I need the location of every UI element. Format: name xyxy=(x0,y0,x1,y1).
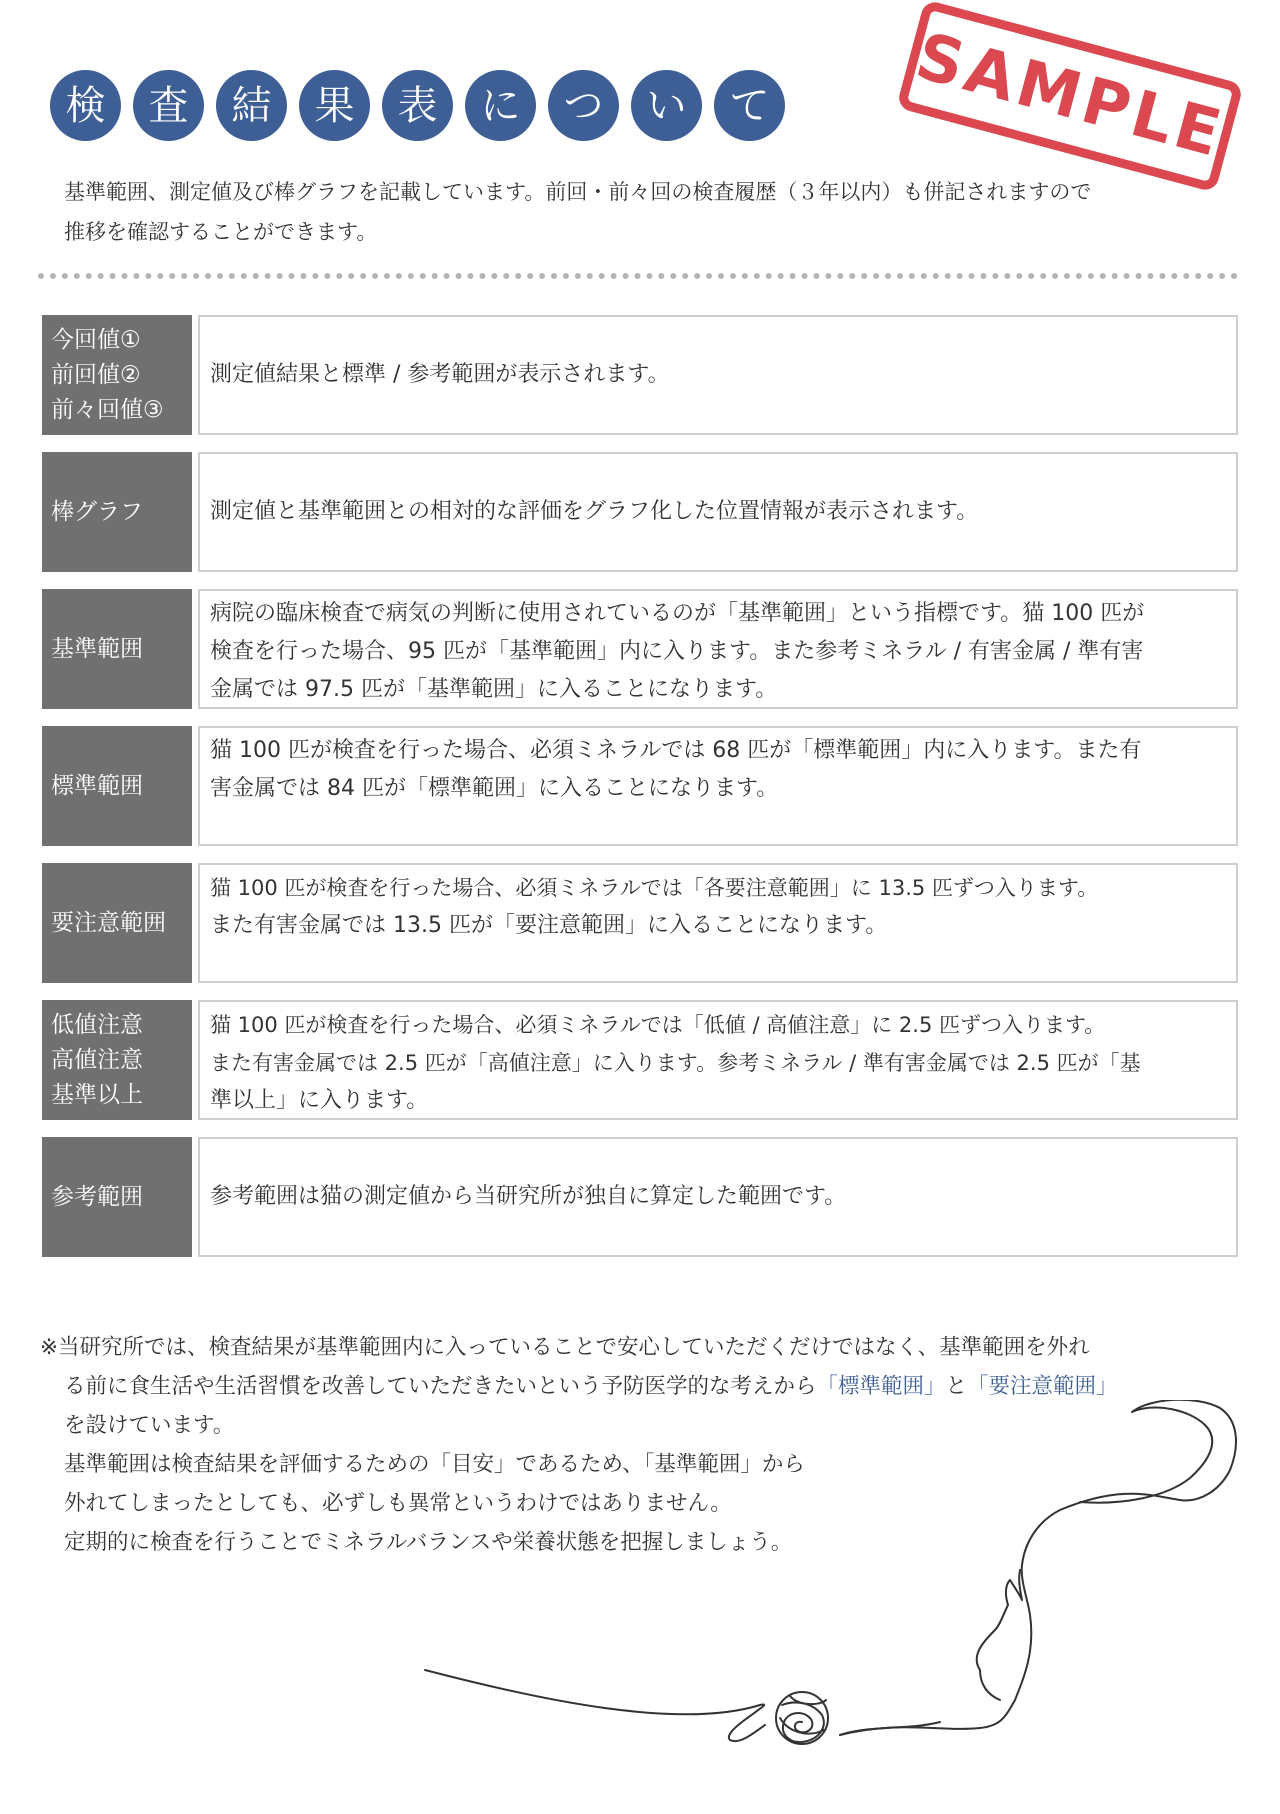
row-label-line: 基準以上 xyxy=(51,1081,143,1108)
intro-line: 基準範囲、測定値及び棒グラフを記載しています。前回・前々回の検査履歴（３年以内）も併記されますので xyxy=(64,180,1092,204)
intro-text xyxy=(64,172,1234,252)
yarn-ball xyxy=(776,1692,828,1744)
title-char: つ xyxy=(548,70,619,141)
row-text-line: 検査を行った場合、95 匹が「基準範囲」内に入ります。また参考ミネラル / 有害金属 / 準有害 xyxy=(210,639,1144,664)
row-description xyxy=(198,1000,1238,1120)
note-line: 定期的に検査を行うことでミネラルバランスや栄養状態を把握しましょう。 xyxy=(64,1530,793,1555)
title-char: い xyxy=(631,70,702,141)
title-char: 結 xyxy=(216,70,287,141)
row-text-line: 猫 100 匹が検査を行った場合、必須ミネラルでは「各要注意範囲」に 13.5 匹ずつ入ります。 xyxy=(210,876,1099,900)
note-line: 外れてしまったとしても、必ずしも異常というわけではありません。 xyxy=(64,1491,732,1516)
note-text: と xyxy=(945,1374,968,1399)
row-text-line: また有害金属では 2.5 匹が「高値注意」に入ります。参考ミネラル / 準有害金属では 2.5 匹が「基 xyxy=(210,1051,1141,1075)
note-line: 基準範囲は検査結果を評価するための「目安」であるため、「基準範囲」から xyxy=(64,1452,805,1477)
row-label xyxy=(42,1000,192,1120)
row-label-line: 前々回値③ xyxy=(51,396,164,423)
row-description xyxy=(198,863,1238,983)
row-label-line: 高値注意 xyxy=(51,1046,143,1073)
row-description xyxy=(198,452,1238,572)
legend-row-values xyxy=(42,315,1238,435)
note-highlight: 「要注意範囲」 xyxy=(967,1374,1118,1399)
row-label xyxy=(42,315,192,435)
row-text-line: 測定値結果と標準 / 参考範囲が表示されます。 xyxy=(210,362,670,387)
row-label-line: 前回値② xyxy=(51,361,141,388)
row-label xyxy=(42,1137,192,1257)
sample-stamp xyxy=(896,0,1244,193)
row-text-line: 準以上」に入ります。 xyxy=(210,1088,429,1113)
row-label xyxy=(42,726,192,846)
legend-row-caution-range xyxy=(42,863,1238,983)
legend-row-reference-value xyxy=(42,1137,1238,1257)
row-description xyxy=(198,1137,1238,1257)
legend-row-standard-range xyxy=(42,726,1238,846)
row-text-line: 参考範囲は猫の測定値から当研究所が独自に算定した範囲です。 xyxy=(210,1184,847,1209)
row-description xyxy=(198,726,1238,846)
note-line: ※当研究所では、検査結果が基準範囲内に入っていることで安心していただくだけではなく、基準範囲を外れ xyxy=(40,1335,1090,1360)
row-label xyxy=(42,863,192,983)
legend-row-low-high-caution xyxy=(42,1000,1238,1120)
title-char: に xyxy=(465,70,536,141)
row-label-line: 低値注意 xyxy=(51,1011,143,1038)
legend-row-bar-graph xyxy=(42,452,1238,572)
note-line: を設けています。 xyxy=(64,1413,235,1438)
title-char: て xyxy=(714,70,785,141)
note-text: る前に食生活や生活習慣を改善していただきたいという予防医学的な考えから xyxy=(64,1374,817,1399)
page-title xyxy=(50,70,785,141)
sample-stamp-text: SAMPLE xyxy=(908,19,1232,173)
row-text-line: 金属では 97.5 匹が「基準範囲」に入ることになります。 xyxy=(210,677,778,702)
row-text-line: 猫 100 匹が検査を行った場合、必須ミネラルでは 68 匹が「標準範囲」内に入ります。また有 xyxy=(210,738,1142,763)
row-label xyxy=(42,452,192,572)
row-text-line: 猫 100 匹が検査を行った場合、必須ミネラルでは「低値 / 高値注意」に 2.5 匹ずつ入ります。 xyxy=(210,1013,1106,1037)
row-label xyxy=(42,589,192,709)
cat-head xyxy=(977,1570,1022,1700)
row-text-line: 測定値と基準範囲との相対的な評価をグラフ化した位置情報が表示されます。 xyxy=(210,499,979,524)
row-label-line: 標準範囲 xyxy=(51,772,143,799)
row-label-line: 要注意範囲 xyxy=(51,909,166,936)
note-highlight: 「標準範囲」 xyxy=(816,1374,946,1399)
row-text-line: 病院の臨床検査で病気の判断に使用されているのが「基準範囲」という指標です。猫 100 匹が xyxy=(210,601,1145,626)
cat-yarn-illustration xyxy=(420,1400,1260,1780)
title-char: 果 xyxy=(299,70,370,141)
row-label-line: 参考範囲 xyxy=(51,1183,143,1210)
title-char: 査 xyxy=(133,70,204,141)
intro-line: 推移を確認することができます。 xyxy=(64,220,378,244)
row-text-line: 害金属では 84 匹が「標準範囲」に入ることになります。 xyxy=(210,776,779,801)
row-description xyxy=(198,315,1238,435)
cat-body xyxy=(840,1400,1236,1735)
dotted-divider xyxy=(38,273,1238,279)
legend-row-reference-range xyxy=(42,589,1238,709)
title-char: 検 xyxy=(50,70,121,141)
row-description xyxy=(198,589,1238,709)
row-text-line: また有害金属では 13.5 匹が「要注意範囲」に入ることになります。 xyxy=(210,913,888,938)
row-label-line: 今回値① xyxy=(51,326,141,353)
row-label-line: 棒グラフ xyxy=(51,498,143,525)
yarn-string xyxy=(425,1670,765,1741)
title-char: 表 xyxy=(382,70,453,141)
row-label-line: 基準範囲 xyxy=(51,635,143,662)
